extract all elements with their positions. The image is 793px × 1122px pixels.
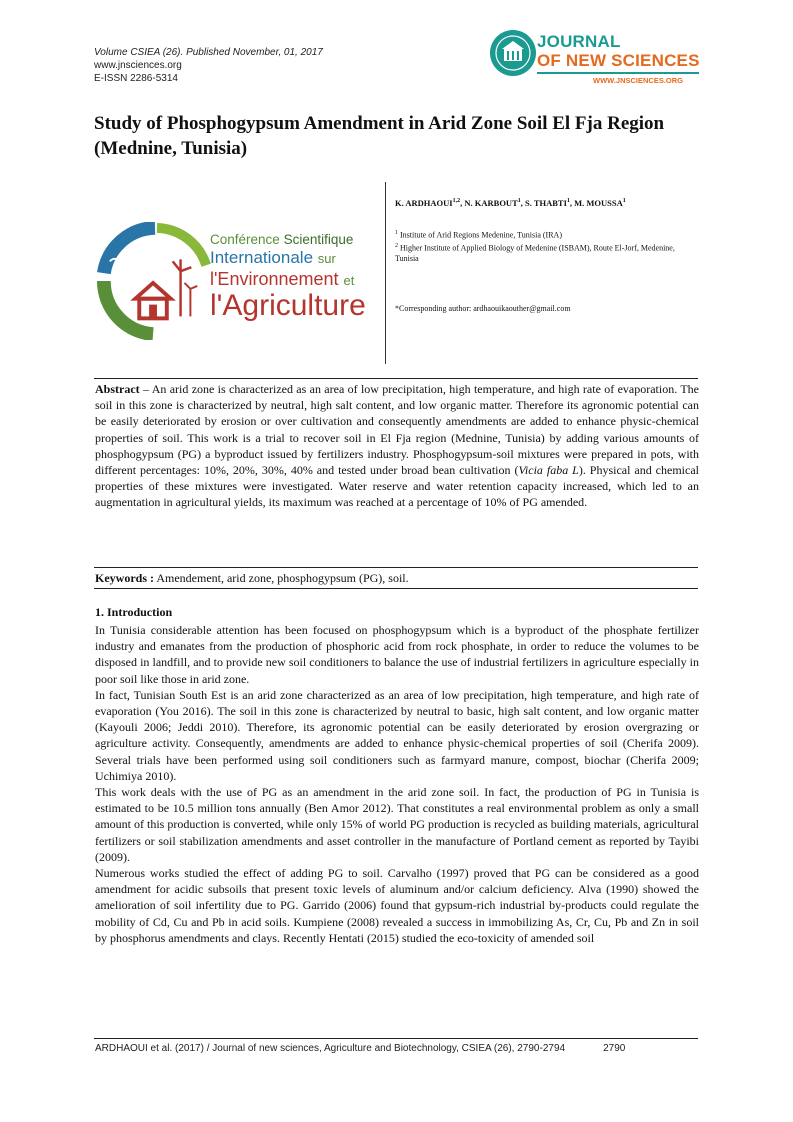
- intro-heading: 1. Introduction: [95, 605, 173, 619]
- page-number: 2790: [603, 1043, 626, 1054]
- footer-rule: [94, 1038, 698, 1039]
- affiliation-1-sup: 1: [395, 230, 398, 236]
- author-3: , S. THABTI: [520, 198, 567, 208]
- affiliation-2: [395, 241, 700, 265]
- conf-word-sur: sur: [317, 251, 336, 266]
- conference-logo-text: [210, 232, 366, 321]
- author-2: , N. KARBOUT: [460, 198, 518, 208]
- abstract: [95, 381, 699, 511]
- conf-word-scientifique: Scientifique: [283, 232, 354, 247]
- intro-paragraph-4: Numerous works studied the effect of adding PG to soil. Carvalho (1997) proved that PG can be considered as a good amendment for acidic subsoils that present toxic levels of aluminum and/or calcium deficiency. Alva (1990) showed the amelioration of soil infertility due to PG. Garrido (2006) found that gypsum-rich industrial by-products could regulate the mobility of Cd, Cu and Pb in acid soils. Kumpiene (2008) revealed a success in immobilizing As, Cr, Cu, Pb and Zn in soil by phosphorus amendments and clays. Recently Hentati (2015) studied the eco-toxicity of amended soil: [95, 866, 699, 945]
- conf-word-et: et: [343, 273, 355, 288]
- affiliation-1: [395, 228, 700, 241]
- journal-emblem-icon: [488, 28, 538, 78]
- conf-word-environnement: l'Environnement: [210, 269, 339, 289]
- abstract-dash: –: [139, 382, 152, 396]
- keywords: [95, 570, 699, 586]
- footer: [95, 1043, 625, 1054]
- abstract-bottom-rule: [94, 567, 698, 568]
- abstract-species: Vicia faba L: [518, 463, 579, 478]
- corresponding-author[interactable]: *Corresponding author: ardhaouikaouther@gmail.com: [395, 304, 571, 313]
- author-4-sup: 1: [622, 198, 626, 205]
- vertical-divider: [385, 182, 386, 364]
- abstract-text-b: ). Physical and chemical properties of these mixtures were investigated. Water reserve and water retention capacity increased, which led to an augmentation in agricultural yields, its maximum was reached at a percentage of 10% of PG amended.: [95, 463, 699, 510]
- intro-paragraph-2: In fact, Tunisian South Est is an arid zone characterized as an area of low precipitation, high temperature, and high rate of evaporation (You 2016). The soil in this zone is characterized by neutral to basic, high salt content, and low organic matter (Kayouli 2006; Jeddi 2010). Therefore, its agronomic potential can be easily deteriorated by erosion overgrazing or agriculture activity. Consequently, amendments are added to enhance physic-chemical properties of soil (Cherifa 2009). Several trials have been performed using soil conditioners such as farmyard manure, compost, biochar (Cherifa 2009; Uchimiya 2010).: [95, 687, 699, 783]
- author-3-sup: 1: [566, 198, 570, 205]
- journal-name: [537, 32, 700, 70]
- conf-word-internationale: Internationale: [210, 248, 314, 267]
- affiliations: [395, 228, 700, 264]
- affiliation-2-text: Higher Institute of Applied Biology of Medenine (ISBAM), Route El-Jorf, Medenine, Tunisia: [395, 243, 675, 264]
- author-1-sup: 1,2: [452, 198, 461, 205]
- website-link[interactable]: www.jnsciences.org: [94, 60, 182, 71]
- journal-meta: [94, 46, 323, 85]
- keywords-label: Keywords :: [95, 571, 154, 585]
- author-list: [395, 198, 626, 208]
- intro-paragraph-3: This work deals with the use of PG as an amendment in the arid zone soil. In fact, the production of PG in Tunisia is estimated to be 10.5 million tons annually (Ben Amor 2012). That constitutes a real environmental problem as only a small amount of this production is converted, while only 15% of world PG production is recycled as building materials, agricultural fertilizers or soil stabilization amendments and asset controller in the manufacture of Portland cement as reported by Tayibi (2009).: [95, 785, 699, 864]
- volume-line: Volume CSIEA (26). Published November, 01, 2017: [94, 47, 323, 58]
- journal-url[interactable]: WWW.JNSCIENCES.ORG: [593, 76, 684, 85]
- footer-citation: ARDHAOUI et al. (2017) / Journal of new sciences, Agriculture and Biotechnology, CSIEA (26), 2790-2794: [95, 1043, 566, 1054]
- intro-body: [95, 622, 699, 946]
- journal-name-line2: OF NEW SCIENCES: [537, 51, 700, 70]
- author-2-sup: 1: [517, 198, 521, 205]
- abstract-text-a: An arid zone is characterized as an area of low precipitation, high temperature, and high rate of evaporation. The soil in this zone is characterized by neutral, high salt content, and low organic matter. Therefore its agronomic potential can be easily deteriorated by erosion or over cultivation and consequently amendments are added to enhance physic-chemical properties of soil. This work is a trial to recover soil in El Fja region (Mednine, Tunisia) by adding various amounts of phosphogypsum (PG) a byproduct issued by fertilizers industry. Phosphogypsum-soil mixtures were prepared in pots, with different percentages: 10%, 20%, 30%, 40% and tested under broad bean cultivation (: [95, 382, 700, 478]
- author-4: , M. MOUSSA: [569, 198, 623, 208]
- abstract-top-rule: [94, 378, 698, 379]
- issn: E-ISSN 2286-5314: [94, 73, 178, 84]
- abstract-label: Abstract: [95, 382, 140, 396]
- conf-word-conference: Conférence: [210, 232, 280, 247]
- journal-name-line1: JOURNAL: [537, 32, 621, 51]
- paper-title: Study of Phosphogypsum Amendment in Arid Zone Soil El Fja Region (Mednine, Tunisia): [94, 113, 665, 159]
- affiliation-1-text: Institute of Arid Regions Medenine, Tunisia (IRA): [400, 230, 562, 240]
- keywords-bottom-rule: [94, 588, 698, 589]
- affiliation-2-sup: 2: [395, 242, 398, 249]
- author-1: K. ARDHAOUI: [395, 198, 453, 208]
- intro-paragraph-1: In Tunisia considerable attention has been focused on phosphogypsum which is a byproduct of the phosphate fertilizer industry and emanates from the production of phosphoric acid from rock phosphate, in order to reduce the volumes to be disposed in landfill, and to provide new soil conditioners to balance the use of industrial fertilizers in agriculture especially in poor soil like those in arid zone.: [95, 623, 699, 686]
- conf-word-agriculture: l'Agriculture: [210, 289, 366, 322]
- journal-divider: [537, 72, 699, 74]
- conference-logo-icon: [96, 222, 214, 340]
- keywords-text: Amendement, arid zone, phosphogypsum (PG), soil.: [154, 571, 409, 585]
